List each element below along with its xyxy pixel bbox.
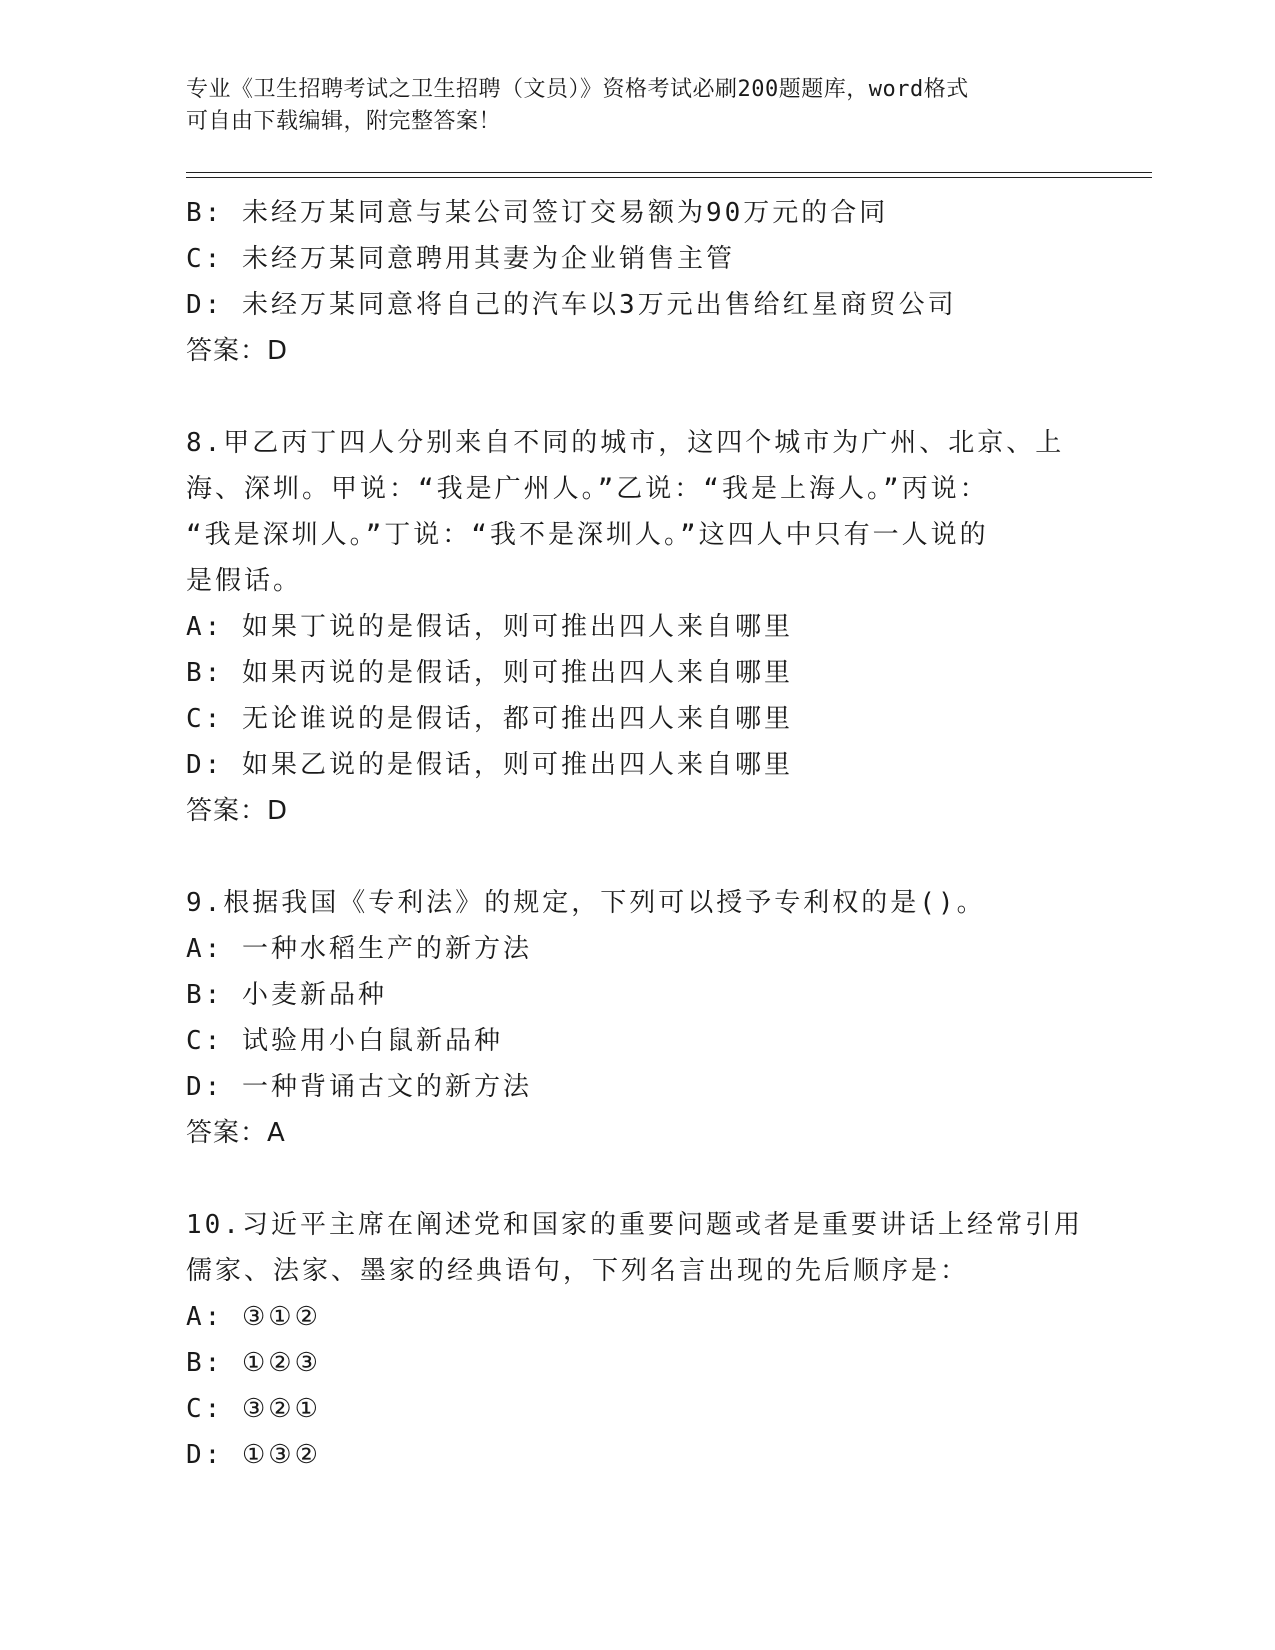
question-10 [186, 1202, 1083, 1478]
option-a: A: 一种水稻生产的新方法 [186, 934, 532, 964]
header-line-2: 可自由下载编辑，附完整答案！ [186, 109, 502, 134]
question-8 [186, 420, 1066, 834]
document-header [186, 74, 1066, 138]
stem-line: 10.习近平主席在阐述党和国家的重要问题或者是重要讲话上经常引用 [186, 1210, 1083, 1240]
question-list [186, 190, 1083, 1478]
option-b: B: ①②③ [186, 1348, 321, 1378]
question-9 [186, 880, 1066, 1156]
stem-line: 是假话。 [186, 566, 303, 596]
option-a: A: ③①② [186, 1302, 321, 1332]
option-d: D: ①③② [186, 1440, 321, 1470]
option-d: D: 一种背诵古文的新方法 [186, 1072, 532, 1102]
option-b: B: 如果丙说的是假话，则可推出四人来自哪里 [186, 658, 793, 688]
stem-line: “我是深圳人。”丁说：“我不是深圳人。”这四人中只有一人说的 [186, 520, 989, 550]
answer-label: 答案：D [186, 336, 289, 366]
stem-line: 海、深圳。甲说：“我是广州人。”乙说：“我是上海人。”丙说： [186, 474, 989, 504]
option-a: A: 如果丁说的是假话，则可推出四人来自哪里 [186, 612, 793, 642]
option-c: C: 无论谁说的是假话，都可推出四人来自哪里 [186, 704, 793, 734]
question-7-tail [186, 190, 1066, 374]
header-line-1: 专业《卫生招聘考试之卫生招聘（文员）》资格考试必刷200题题库，word格式 [186, 77, 969, 102]
option-d: D: 未经万某同意将自己的汽车以3万元出售给红星商贸公司 [186, 290, 957, 320]
answer-label: 答案：D [186, 796, 289, 826]
question-stem [186, 420, 1066, 604]
header-divider-bottom [186, 177, 1152, 178]
option-b: B: 小麦新品种 [186, 980, 387, 1010]
question-stem [186, 880, 1066, 926]
option-c: C: ③②① [186, 1394, 321, 1424]
option-c: C: 试验用小白鼠新品种 [186, 1026, 503, 1056]
stem-line: 儒家、法家、墨家的经典语句，下列名言出现的先后顺序是： [186, 1256, 970, 1286]
question-stem [186, 1202, 1083, 1294]
option-d: D: 如果乙说的是假话，则可推出四人来自哪里 [186, 750, 793, 780]
header-divider-top [186, 172, 1152, 173]
answer-label: 答案：A [186, 1118, 286, 1148]
option-b: B: 未经万某同意与某公司签订交易额为90万元的合同 [186, 198, 889, 228]
stem-line: 9.根据我国《专利法》的规定，下列可以授予专利权的是()。 [186, 888, 986, 918]
option-c: C: 未经万某同意聘用其妻为企业销售主管 [186, 244, 735, 274]
stem-line: 8.甲乙丙丁四人分别来自不同的城市，这四个城市为广州、北京、上 [186, 428, 1065, 458]
